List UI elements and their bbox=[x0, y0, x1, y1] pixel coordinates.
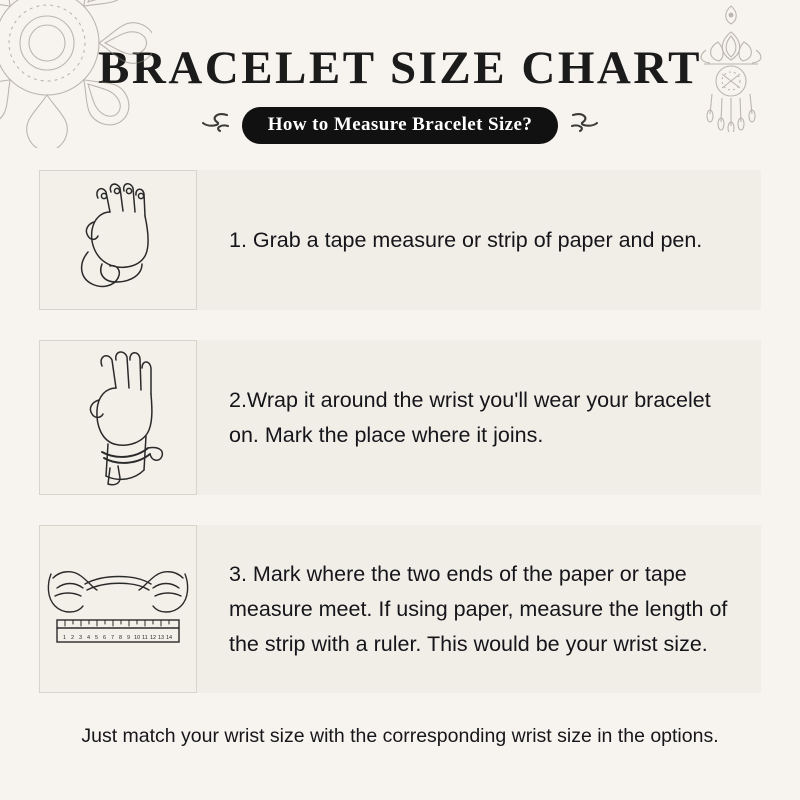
hand-holding-tape-measure-illustration bbox=[39, 170, 197, 310]
svg-text:2: 2 bbox=[71, 635, 75, 642]
hands-measuring-strip-with-ruler-illustration bbox=[39, 525, 197, 693]
step-text: 2.Wrap it around the wrist you'll wear your bracelet on. Mark the place where it joins. bbox=[229, 388, 711, 447]
document-header bbox=[0, 0, 800, 144]
swirl-flourish-right-icon bbox=[569, 110, 603, 141]
list-item bbox=[39, 340, 761, 495]
step-text: 3. Mark where the two ends of the paper or tape measure meet. If using paper, measure the length of the strip with a ruler. This would be your wrist size. bbox=[229, 562, 728, 656]
page-title: BRACELET SIZE CHART bbox=[98, 42, 702, 94]
svg-text:9: 9 bbox=[127, 635, 131, 642]
svg-text:8: 8 bbox=[119, 635, 123, 642]
svg-text:14: 14 bbox=[166, 635, 173, 642]
svg-text:10: 10 bbox=[134, 635, 141, 642]
steps-list bbox=[39, 170, 761, 693]
step-text: 1. Grab a tape measure or strip of paper and pen. bbox=[229, 227, 703, 252]
svg-text:11: 11 bbox=[142, 635, 148, 642]
swirl-flourish-left-icon bbox=[197, 110, 231, 141]
svg-text:5: 5 bbox=[95, 635, 99, 642]
svg-text:13: 13 bbox=[158, 635, 165, 642]
footer-note: Just match your wrist size with the corresponding wrist size in the options. bbox=[81, 725, 719, 748]
subtitle-row bbox=[0, 107, 800, 144]
svg-text:1: 1 bbox=[63, 635, 67, 642]
svg-text:3: 3 bbox=[79, 635, 83, 642]
subtitle-pill: How to Measure Bracelet Size? bbox=[242, 107, 559, 144]
list-item bbox=[39, 170, 761, 310]
svg-text:4: 4 bbox=[87, 635, 91, 642]
svg-text:6: 6 bbox=[103, 635, 107, 642]
list-item bbox=[39, 525, 761, 693]
svg-text:7: 7 bbox=[111, 635, 115, 642]
svg-text:12: 12 bbox=[150, 635, 157, 642]
tape-wrapped-around-wrist-illustration bbox=[39, 340, 197, 495]
